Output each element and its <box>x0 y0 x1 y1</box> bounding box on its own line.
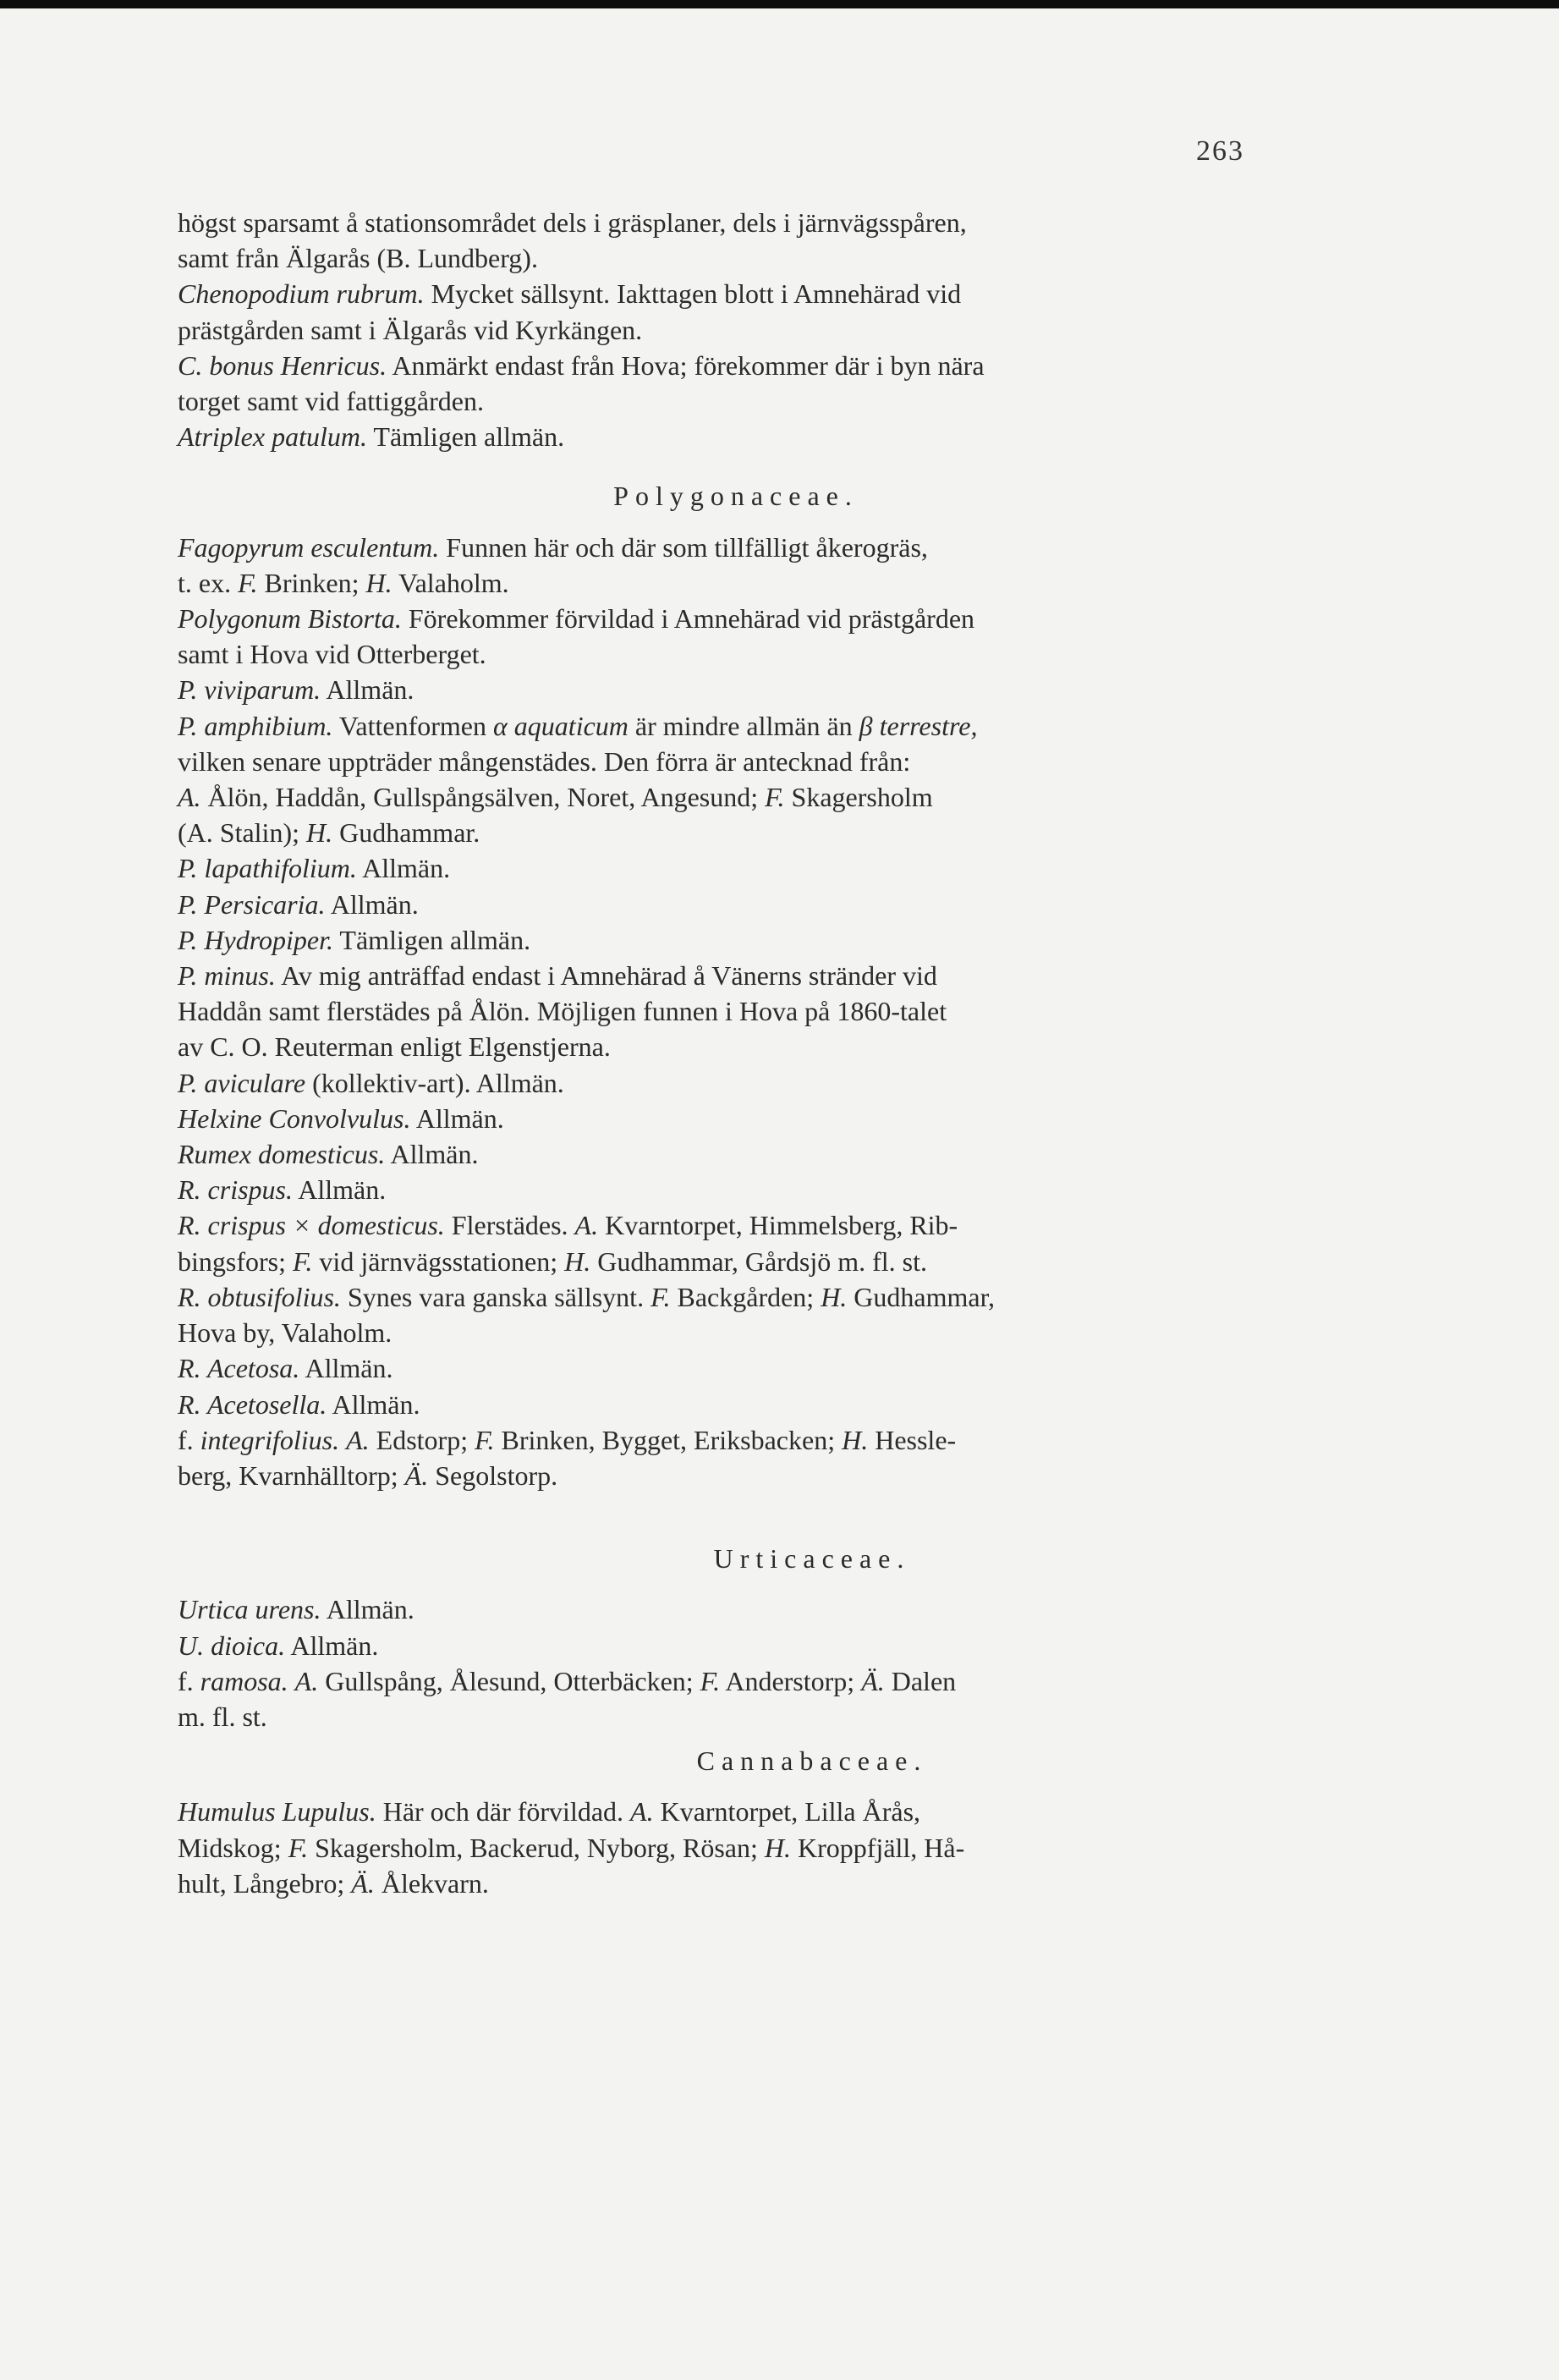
text-line: m. fl. st. <box>178 1701 267 1732</box>
species-entry: R. crispus × domesticus. Flerstädes. A. Kvarntorpet, Himmelsberg, Rib- <box>178 1210 958 1241</box>
text-line: A. Ålön, Haddån, Gullspångsälven, Noret, Angesund; F. Skagersholm <box>178 782 933 813</box>
text-line: Midskog; F. Skagersholm, Backerud, Nyborg, Rösan; H. Kroppfjäll, Hå- <box>178 1832 965 1863</box>
text-line: vilken senare uppträder mångenstädes. Den förra är antecknad från: <box>178 745 911 777</box>
text-line: t. ex. F. Brinken; H. Valaholm. <box>178 567 509 598</box>
text-line: Haddån samt flerstädes på Ålön. Möjligen funnen i Hova på 1860-talet <box>178 996 947 1027</box>
species-entry: P. minus. Av mig anträffad endast i Amnehärad å Vänerns stränder vid <box>178 960 937 992</box>
species-entry: Polygonum Bistorta. Förekommer förvildad i Amnehärad vid prästgården <box>178 603 975 635</box>
species-entry: R. Acetosella. Allmän. <box>178 1388 420 1420</box>
page-number: 263 <box>1196 135 1244 167</box>
text-line: hult, Långebro; Ä. Ålekvarn. <box>178 1867 489 1899</box>
species-entry: Helxine Convolvulus. Allmän. <box>178 1102 504 1134</box>
species-entry: R. crispus. Allmän. <box>178 1174 387 1206</box>
text-line: torget samt vid fattiggården. <box>178 386 484 417</box>
species-entry: P. amphibium. Vattenformen α aquaticum är mindre allmän än β terrestre, <box>178 710 978 741</box>
species-entry: C. bonus Henricus. Anmärkt endast från Hova; förekommer där i byn nära <box>178 349 985 381</box>
species-entry: P. Persicaria. Allmän. <box>178 888 419 920</box>
family-heading-cannabaceae: Cannabaceae. <box>696 1745 928 1777</box>
text-line: Hova by, Valaholm. <box>178 1317 392 1349</box>
species-entry: Urtica urens. Allmän. <box>178 1594 414 1625</box>
text-line: prästgården samt i Älgarås vid Kyrkängen. <box>178 314 643 345</box>
species-entry: Atriplex patulum. Tämligen allmän. <box>178 421 565 453</box>
page-body <box>178 205 1277 1901</box>
species-entry: R. obtusifolius. Synes vara ganska sällsynt. F. Backgården; H. Gudhammar, <box>178 1281 995 1312</box>
form-entry: f. ramosa. A. Gullspång, Ålesund, Otterbäcken; F. Anderstorp; Ä. Dalen <box>178 1665 957 1696</box>
text-line: samt i Hova vid Otterberget. <box>178 639 486 670</box>
species-entry: P. viviparum. Allmän. <box>178 674 414 706</box>
text-line: av C. O. Reuterman enligt Elgenstjerna. <box>178 1031 611 1063</box>
species-entry: P. lapathifolium. Allmän. <box>178 853 451 884</box>
species-entry: Fagopyrum esculentum. Funnen här och där som tillfälligt åkerogräs, <box>178 531 928 563</box>
species-entry: Rumex domesticus. Allmän. <box>178 1139 479 1170</box>
species-entry: Chenopodium rubrum. Mycket sällsynt. Iakttagen blott i Amnehärad vid <box>178 278 962 310</box>
text-line: (A. Stalin); H. Gudhammar. <box>178 817 480 849</box>
book-page <box>0 8 1559 2380</box>
species-entry: Humulus Lupulus. Här och där förvildad. A. Kvarntorpet, Lilla Årås, <box>178 1796 921 1828</box>
species-entry: P. aviculare (kollektiv-art). Allmän. <box>178 1067 564 1098</box>
species-entry: U. dioica. Allmän. <box>178 1630 379 1661</box>
text-line: bingsfors; F. vid järnvägsstationen; H. Gudhammar, Gårdsjö m. fl. st. <box>178 1245 928 1277</box>
species-entry: P. Hydropiper. Tämligen allmän. <box>178 924 531 955</box>
family-heading-urticaceae: Urticaceae. <box>713 1543 911 1575</box>
form-entry: f. integrifolius. A. Edstorp; F. Brinken, Bygget, Eriksbacken; H. Hessle- <box>178 1424 957 1455</box>
text-line: samt från Älgarås (B. Lundberg). <box>178 243 538 274</box>
text-line: berg, Kvarnhälltorp; Ä. Segolstorp. <box>178 1459 558 1491</box>
family-heading-polygonaceae: Polygonaceae. <box>613 481 859 512</box>
species-entry: R. Acetosa. Allmän. <box>178 1353 393 1384</box>
text-line: högst sparsamt å stationsområdet dels i gräsplaner, dels i järnvägsspåren, <box>178 207 967 238</box>
